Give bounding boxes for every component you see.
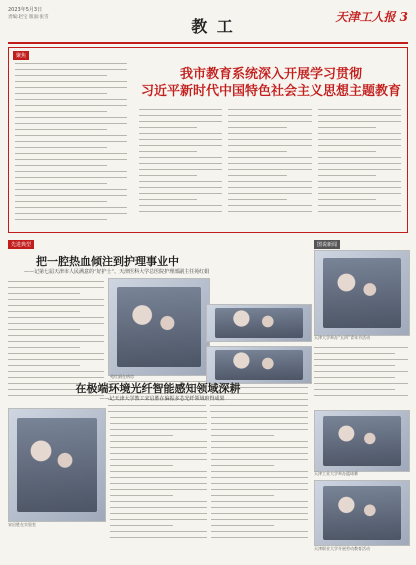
gallery-text [314,344,408,409]
bottom-article [8,380,308,558]
side-photo-1 [206,304,312,342]
side-photo-2 [206,346,312,384]
gallery-caption-2: 天津工业大学举办篮球赛 [314,471,358,476]
page-header [8,6,408,42]
lead-headline [139,66,403,100]
feature-subheadline: ——记第七届天津市人民满意的“好护士”、天津医科大学总医院护理部副主任苑红娟 [24,269,210,275]
page-number: 3 [399,10,408,24]
gallery-photo-2 [314,410,410,472]
bottom-subheadline: ——记天津大学教工宋启胜在偏振多芯光纤领域取得成果 [99,396,225,402]
editor-line: 责编:赵宝 版面:张雪 [8,15,49,20]
lead-tag: 聚焦 [13,51,29,60]
bottom-photo-caption: 宋启胜在实验室 [8,522,36,527]
feature-photo [108,278,210,376]
lead-left-column [15,60,127,230]
gallery-tag: 图说新闻 [314,240,340,249]
bottom-photo [8,408,106,522]
section-title: 教 工 [191,17,235,36]
photo-news [314,240,408,555]
feature-headline: 把一腔热血倾注到护理事业中 [36,255,179,268]
lead-headline-line1: 我市教育系统深入开展学习贯彻 [179,67,362,82]
gallery-caption-1: 天津大学举办“五四”青年节活动 [314,335,371,340]
feature-side-photos [206,304,310,384]
gallery-photo-1 [314,250,410,336]
header-rule [8,42,408,44]
bottom-body-columns [110,408,308,558]
masthead [335,8,408,25]
feature-photo-caption: 苑红娟在病房 [110,374,134,379]
feature-tag: 先进典型 [8,240,34,249]
bottom-headline: 在极端环境光纤智能感知领域深耕 [75,382,241,395]
masthead-text: 天津工人报 [335,10,396,24]
lead-headline-line2: 习近平新时代中国特色社会主义思想主题教育 [140,84,401,99]
gallery-caption-3: 天津职业大学开展劳动教育活动 [314,546,370,551]
lead-article [8,47,408,233]
gallery-photo-3 [314,480,410,546]
lead-body-columns [139,106,401,228]
issue-date: 2023年5月3日 [8,7,43,13]
